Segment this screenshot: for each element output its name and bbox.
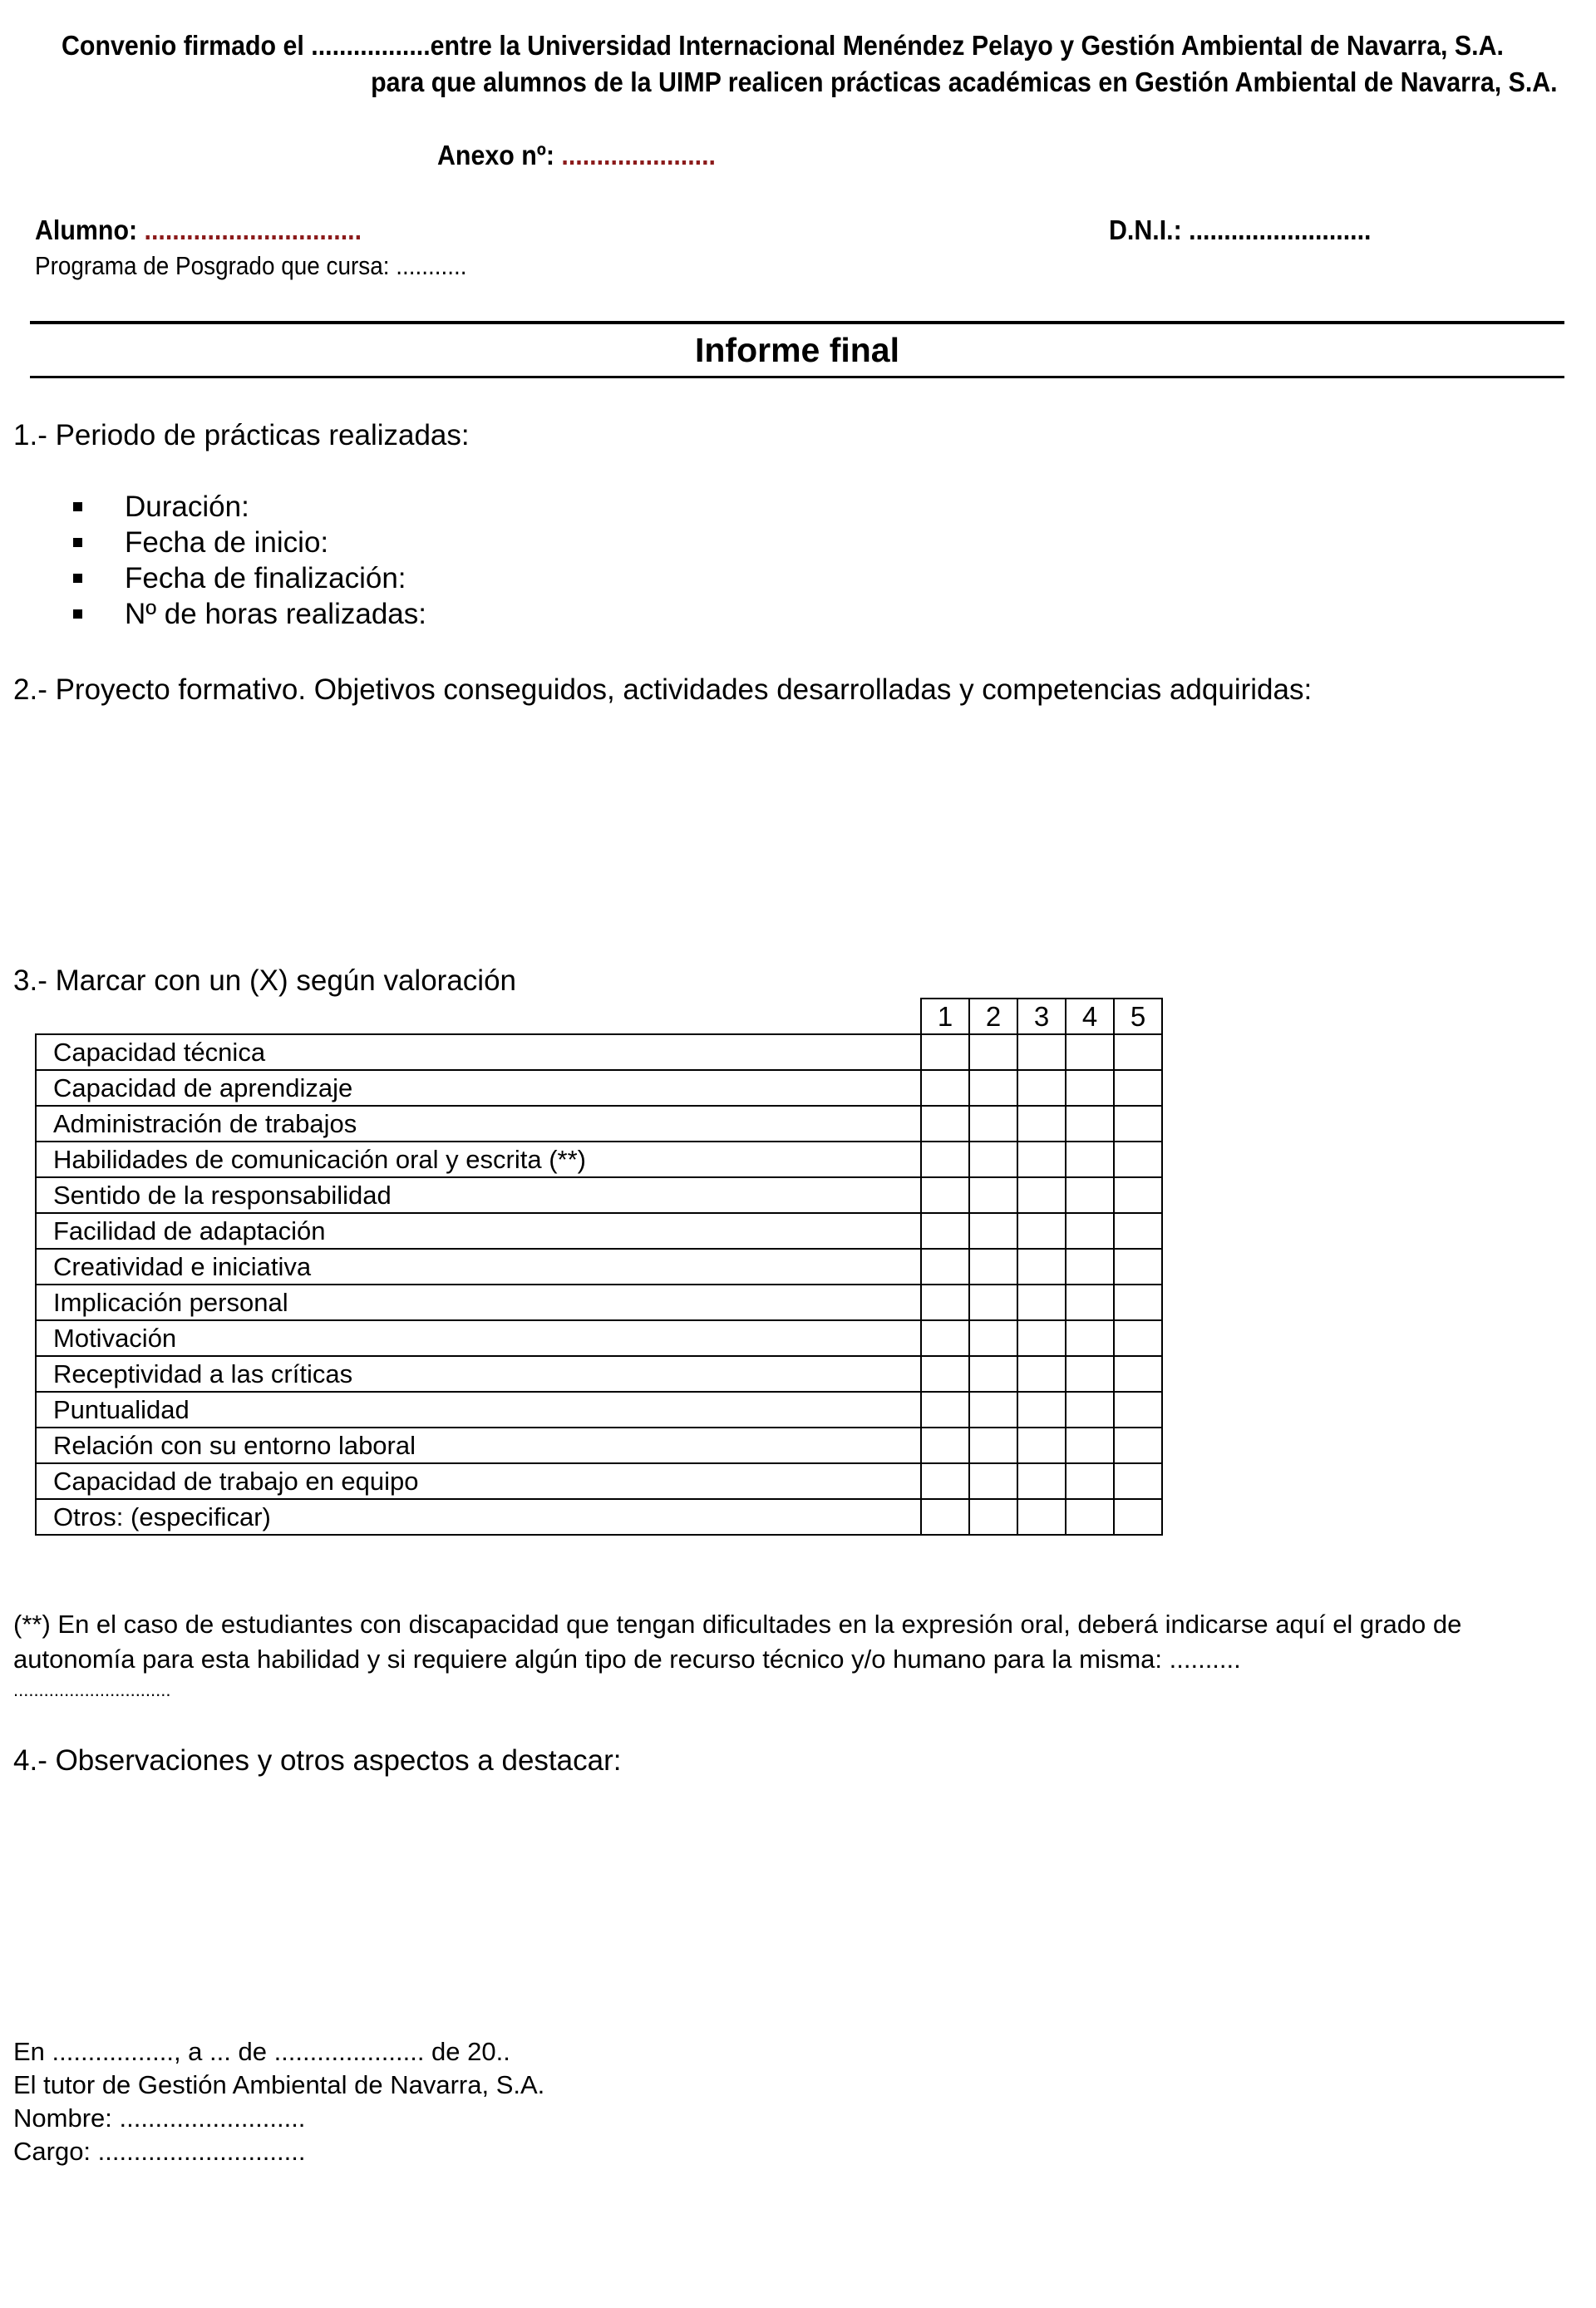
- rating-checkbox-1[interactable]: [921, 1285, 969, 1320]
- period-list: [66, 489, 426, 632]
- rating-checkbox-1[interactable]: [921, 1249, 969, 1285]
- rating-criterion: Motivación: [36, 1320, 921, 1356]
- page-title: Informe final: [694, 331, 900, 369]
- rating-criterion: Otros: (especificar): [36, 1499, 921, 1535]
- list-item: Fecha de finalización:: [66, 560, 426, 596]
- rating-checkbox-1[interactable]: [921, 1213, 969, 1249]
- rating-checkbox-4[interactable]: [1066, 1463, 1114, 1499]
- section-1-heading: 1.- Periodo de prácticas realizadas:: [13, 419, 470, 451]
- rating-checkbox-3[interactable]: [1017, 1177, 1066, 1213]
- rating-checkbox-3[interactable]: [1017, 1249, 1066, 1285]
- rating-checkbox-4[interactable]: [1066, 1177, 1114, 1213]
- rating-checkbox-4[interactable]: [1066, 1285, 1114, 1320]
- rating-checkbox-3[interactable]: [1017, 1392, 1066, 1428]
- rating-checkbox-2[interactable]: [969, 1356, 1017, 1392]
- list-item: Fecha de inicio:: [66, 525, 426, 560]
- rating-criterion: Implicación personal: [36, 1285, 921, 1320]
- rating-criterion: Relación con su entorno laboral: [36, 1428, 921, 1463]
- table-row: [36, 1320, 1162, 1356]
- rating-checkbox-4[interactable]: [1066, 1249, 1114, 1285]
- agreement-title-line-2: para que alumnos de la UIMP realicen prácticas académicas en Gestión Ambiental de Navarra, S.A.: [371, 67, 1558, 97]
- rating-checkbox-1[interactable]: [921, 1142, 969, 1177]
- rating-checkbox-4[interactable]: [1066, 1034, 1114, 1070]
- rating-checkbox-3[interactable]: [1017, 1428, 1066, 1463]
- rating-checkbox-2[interactable]: [969, 1106, 1017, 1142]
- rating-checkbox-4[interactable]: [1066, 1499, 1114, 1535]
- rating-criterion: Facilidad de adaptación: [36, 1213, 921, 1249]
- rating-checkbox-2[interactable]: [969, 1177, 1017, 1213]
- section-3-heading: 3.- Marcar con un (X) según valoración: [13, 964, 516, 997]
- table-row: [36, 1106, 1162, 1142]
- rating-criterion: Receptividad a las críticas: [36, 1356, 921, 1392]
- rating-checkbox-1[interactable]: [921, 1106, 969, 1142]
- table-row: [36, 1285, 1162, 1320]
- rating-checkbox-4[interactable]: [1066, 1070, 1114, 1106]
- rating-checkbox-3[interactable]: [1017, 1213, 1066, 1249]
- signature-tutor: El tutor de Gestión Ambiental de Navarra, S.A.: [13, 2070, 545, 2099]
- rating-checkbox-3[interactable]: [1017, 1106, 1066, 1142]
- rating-checkbox-5[interactable]: [1114, 1463, 1162, 1499]
- rating-checkbox-4[interactable]: [1066, 1142, 1114, 1177]
- rating-checkbox-5[interactable]: [1114, 1499, 1162, 1535]
- table-row: [36, 1142, 1162, 1177]
- rating-checkbox-2[interactable]: [969, 1070, 1017, 1106]
- table-row: [36, 1213, 1162, 1249]
- title-rule-top: [30, 321, 1564, 324]
- rating-criterion: Capacidad de trabajo en equipo: [36, 1463, 921, 1499]
- table-row: [36, 1034, 1162, 1070]
- rating-criterion: Puntualidad: [36, 1392, 921, 1428]
- rating-checkbox-2[interactable]: [969, 1285, 1017, 1320]
- section-2-heading: 2.- Proyecto formativo. Objetivos conseguidos, actividades desarrolladas y competencias adquiridas:: [13, 673, 1313, 706]
- table-row: [36, 1070, 1162, 1106]
- rating-checkbox-5[interactable]: [1114, 1106, 1162, 1142]
- rating-criterion: Administración de trabajos: [36, 1106, 921, 1142]
- rating-checkbox-3[interactable]: [1017, 1142, 1066, 1177]
- section-4-heading: 4.- Observaciones y otros aspectos a destacar:: [13, 1744, 622, 1777]
- anexo-dots: ......................: [561, 140, 716, 170]
- table-row: [36, 1499, 1162, 1535]
- rating-checkbox-3[interactable]: [1017, 1356, 1066, 1392]
- rating-checkbox-1[interactable]: [921, 1177, 969, 1213]
- list-item: Duración:: [66, 489, 426, 525]
- table-row: [36, 1428, 1162, 1463]
- rating-checkbox-1[interactable]: [921, 1320, 969, 1356]
- rating-checkbox-1[interactable]: [921, 1034, 969, 1070]
- rating-criterion: Capacidad de aprendizaje: [36, 1070, 921, 1106]
- rating-checkbox-4[interactable]: [1066, 1106, 1114, 1142]
- dni-field: D.N.I.: ..........................: [1109, 215, 1372, 245]
- signature-cargo: Cargo: .............................: [13, 2137, 306, 2166]
- rating-criterion: Creatividad e iniciativa: [36, 1249, 921, 1285]
- rating-criterion: Sentido de la responsabilidad: [36, 1177, 921, 1213]
- rating-checkbox-2[interactable]: [969, 1249, 1017, 1285]
- rating-checkbox-5[interactable]: [1114, 1392, 1162, 1428]
- note-dots: ...............................: [13, 1679, 171, 1700]
- scale-3: 3: [1017, 999, 1066, 1034]
- rating-checkbox-4[interactable]: [1066, 1320, 1114, 1356]
- table-row: [36, 1249, 1162, 1285]
- rating-checkbox-5[interactable]: [1114, 1177, 1162, 1213]
- rating-checkbox-5[interactable]: [1114, 1070, 1162, 1106]
- table-row: [36, 1392, 1162, 1428]
- rating-checkbox-2[interactable]: [969, 1034, 1017, 1070]
- scale-2: 2: [969, 999, 1017, 1034]
- rating-checkbox-1[interactable]: [921, 1356, 969, 1392]
- rating-checkbox-5[interactable]: [1114, 1320, 1162, 1356]
- rating-checkbox-1[interactable]: [921, 1499, 969, 1535]
- rating-checkbox-2[interactable]: [969, 1463, 1017, 1499]
- alumno-label: Alumno:: [35, 215, 138, 245]
- rating-checkbox-5[interactable]: [1114, 1213, 1162, 1249]
- rating-checkbox-5[interactable]: [1114, 1428, 1162, 1463]
- rating-checkbox-4[interactable]: [1066, 1392, 1114, 1428]
- rating-checkbox-3[interactable]: [1017, 1034, 1066, 1070]
- table-row: [36, 1177, 1162, 1213]
- rating-table: [35, 998, 1163, 1536]
- rating-checkbox-3[interactable]: [1017, 1463, 1066, 1499]
- scale-4: 4: [1066, 999, 1114, 1034]
- rating-checkbox-2[interactable]: [969, 1142, 1017, 1177]
- agreement-title-line-1: Convenio firmado el .................entre la Universidad Internacional Menéndez Pelayo y Gestión Ambiental de Navarra, S.A.: [62, 30, 1504, 61]
- rating-checkbox-2[interactable]: [969, 1499, 1017, 1535]
- rating-checkbox-5[interactable]: [1114, 1249, 1162, 1285]
- rating-criterion: Habilidades de comunicación oral y escrita (**): [36, 1142, 921, 1177]
- rating-checkbox-3[interactable]: [1017, 1499, 1066, 1535]
- rating-checkbox-4[interactable]: [1066, 1428, 1114, 1463]
- rating-header-row: [36, 999, 1162, 1034]
- list-item: Nº de horas realizadas:: [66, 596, 426, 632]
- rating-checkbox-2[interactable]: [969, 1320, 1017, 1356]
- rating-criterion: Capacidad técnica: [36, 1034, 921, 1070]
- table-row: [36, 1463, 1162, 1499]
- rating-checkbox-5[interactable]: [1114, 1034, 1162, 1070]
- scale-1: 1: [921, 999, 969, 1034]
- rating-checkbox-5[interactable]: [1114, 1142, 1162, 1177]
- rating-checkbox-3[interactable]: [1017, 1320, 1066, 1356]
- rating-checkbox-2[interactable]: [969, 1213, 1017, 1249]
- rating-checkbox-1[interactable]: [921, 1070, 969, 1106]
- table-row: [36, 1356, 1162, 1392]
- accessibility-note: (**) En el caso de estudiantes con discapacidad que tengan dificultades en la expresión oral, deberá indicarse aquí el grado de autonomía para esta habilidad y si requiere algún tipo de recurso técnico y/o humano para la misma: ..........: [13, 1610, 1462, 1674]
- rating-checkbox-2[interactable]: [969, 1392, 1017, 1428]
- rating-checkbox-1[interactable]: [921, 1392, 969, 1428]
- rating-checkbox-3[interactable]: [1017, 1285, 1066, 1320]
- rating-checkbox-5[interactable]: [1114, 1285, 1162, 1320]
- signature-nombre: Nombre: ..........................: [13, 2103, 306, 2133]
- rating-checkbox-4[interactable]: [1066, 1213, 1114, 1249]
- anexo-label: Anexo nº:: [437, 140, 554, 170]
- rating-checkbox-3[interactable]: [1017, 1070, 1066, 1106]
- alumno-dots: ...............................: [144, 215, 362, 245]
- alumno-field: [35, 215, 362, 246]
- scale-5: 5: [1114, 999, 1162, 1034]
- rating-checkbox-5[interactable]: [1114, 1356, 1162, 1392]
- title-rule-bottom: [30, 376, 1564, 378]
- rating-checkbox-1[interactable]: [921, 1463, 969, 1499]
- rating-checkbox-2[interactable]: [969, 1428, 1017, 1463]
- programa-field: Programa de Posgrado que cursa: ...........: [35, 251, 467, 280]
- anexo-field: [437, 140, 716, 171]
- header-spacer: [36, 999, 921, 1034]
- signature-place-date: En ................., a ... de ..................... de 20..: [13, 2037, 510, 2066]
- rating-checkbox-4[interactable]: [1066, 1356, 1114, 1392]
- rating-checkbox-1[interactable]: [921, 1428, 969, 1463]
